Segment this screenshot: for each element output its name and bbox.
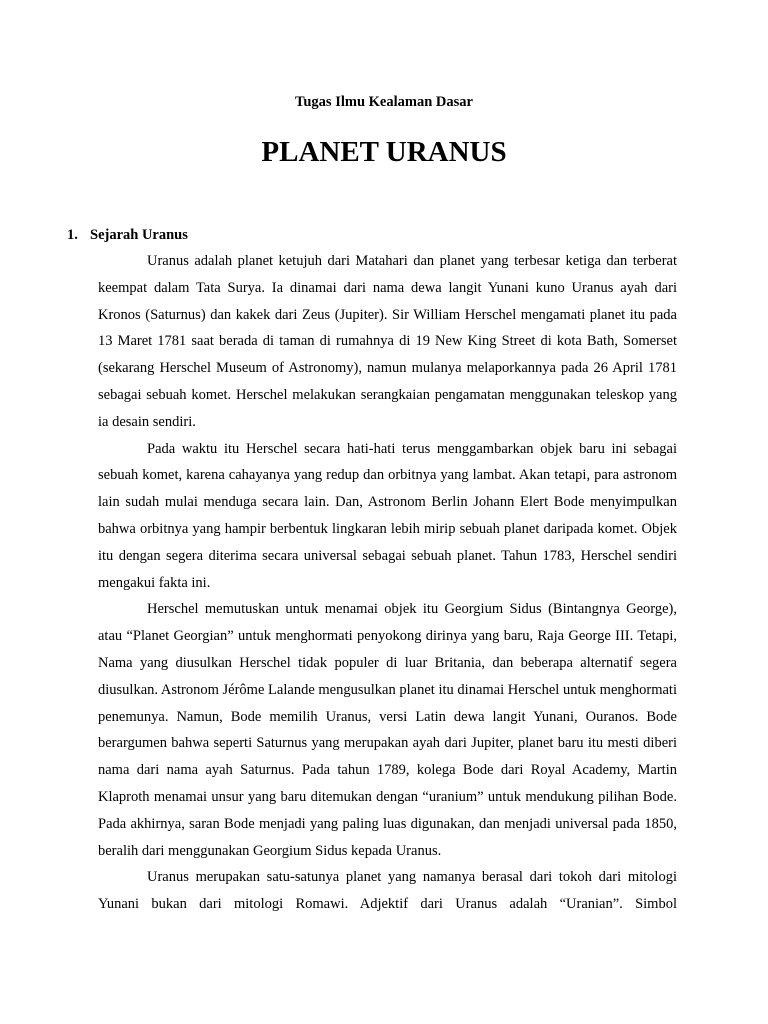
paragraph: Pada waktu itu Herschel secara hati-hati terus menggambarkan objek baru ini sebagai sebuah komet, karena cahayanya yang redup dan orbitnya yang lambat. Akan tetapi, para astronom lain sudah mulai menduga secara lain. Dan, Astronom Berlin Johann Elert Bode menyimpulkan bahwa orbitnya yang hampir berbentuk lingkaran lebih mirip sebuah planet daripada komet. Objek itu dengan segera diterima secara universal sebagai sebuah planet. Tahun 1783, Herschel sendiri mengakui fakta ini. bbox=[98, 440, 677, 591]
section-heading-text: Sejarah Uranus bbox=[90, 227, 188, 243]
paragraph: Uranus merupakan satu-satunya planet yang namanya berasal dari tokoh dari mitologi Yunani bukan dari mitologi Romawi. Adjektif dari Uranus adalah “Uranian”. Simbol bbox=[98, 869, 677, 913]
section-number: 1. bbox=[67, 227, 78, 243]
paragraph: Herschel memutuskan untuk menamai objek itu Georgium Sidus (Bintangnya George), atau “Planet Georgian” untuk menghormati penyokong dirinya yang baru, Raja George III. Tetapi, Nama yang diusulkan Herschel tidak populer di luar Britania, dan beberapa alternatif segera diusulkan. Astronom Jérôme Lalande mengusulkan planet itu dinamai Herschel untuk menghormati penemunya. Namun, Bode memilih Uranus, versi Latin dewa langit Yunani, Ouranos. Bode berargumen bahwa seperti Saturnus yang merupakan ayah dari Jupiter, planet baru itu mesti diberi nama dari nama ayah Saturnus. Pada tahun 1789, kolega Bode dari Royal Academy, Martin Klaproth menamai unsur yang baru ditemukan dengan “uranium” untuk mendukung pilihan Bode. Pada akhirnya, saran Bode menjadi yang paling luas digunakan, dan menjadi universal pada 1850, beralih dari menggunakan Georgium Sidus kepada Uranus. bbox=[98, 601, 677, 859]
document-title: PLANET URANUS bbox=[261, 136, 507, 168]
paragraph: Uranus adalah planet ketujuh dari Matahari dan planet yang terbesar ketiga dan terberat keempat dalam Tata Surya. Ia dinamai dari nama dewa langit Yunani kuno Uranus ayah dari Kronos (Saturnus) dan kakek dari Zeus (Jupiter). Sir William Herschel mengamati planet itu pada 13 Maret 1781 saat berada di taman di rumahnya di 19 New King Street di kota Bath, Somerset (sekarang Herschel Museum of Astronomy), namun mulanya melaporkannya pada 26 April 1781 sebagai sebuah komet. Herschel melakukan serangkaian pengamatan menggunakan teleskop yang ia desain sendiri. bbox=[98, 253, 677, 430]
document-subtitle: Tugas Ilmu Kealaman Dasar bbox=[295, 94, 473, 110]
section-body bbox=[98, 248, 677, 918]
section-heading bbox=[67, 226, 188, 244]
